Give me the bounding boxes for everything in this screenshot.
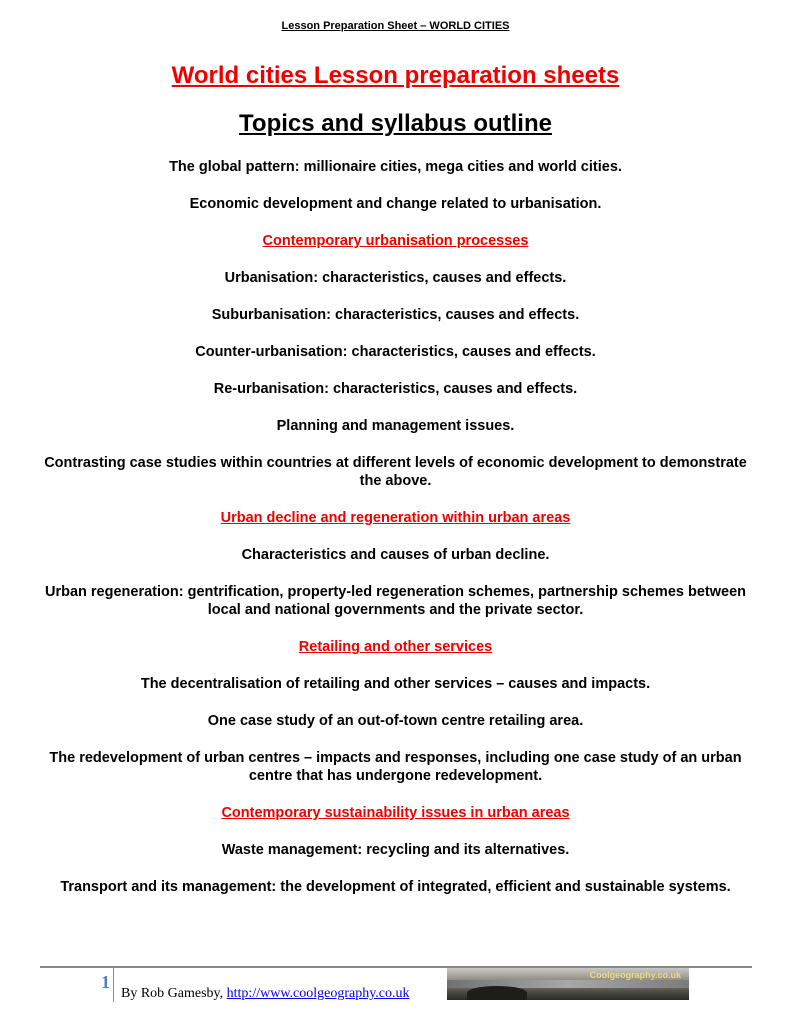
footer-author: By Rob Gamesby, — [121, 986, 227, 1001]
topic-global-pattern: The global pattern: millionaire cities, mega cities and world cities. — [169, 159, 622, 175]
coolgeography-banner-image — [447, 968, 689, 1000]
footer-divider — [113, 968, 114, 1002]
topic-contrasting-case-studies: Contrasting case studies within countries at different levels of economic development to demonstrate the above. — [44, 455, 747, 489]
topic-out-of-town-case-study: One case study of an out-of-town centre retailing area. — [207, 713, 584, 729]
heading-sustainability: Contemporary sustainability issues in urban areas — [221, 805, 570, 821]
website-link[interactable]: http://www.coolgeography.co.uk — [226, 986, 410, 1001]
topic-planning-management: Planning and management issues. — [276, 418, 515, 434]
footer-credit — [121, 986, 410, 1002]
section-title: Topics and syllabus outline — [239, 110, 552, 137]
document-title: World cities Lesson preparation sheets — [171, 62, 620, 89]
banner-rock — [467, 986, 527, 1000]
running-header: Lesson Preparation Sheet – WORLD CITIES — [281, 20, 510, 32]
heading-urbanisation-processes: Contemporary urbanisation processes — [262, 233, 529, 249]
topic-urban-regeneration: Urban regeneration: gentrification, property-led regeneration schemes, partnership schemes between local and national governments and the private sector. — [44, 584, 746, 618]
topic-transport-management: Transport and its management: the development of integrated, efficient and sustainable systems. — [60, 879, 731, 895]
banner-brand-text: Coolgeography.co.uk — [589, 970, 681, 980]
heading-urban-decline: Urban decline and regeneration within urban areas — [220, 510, 571, 526]
syllabus-body — [40, 158, 751, 915]
topic-urbanisation: Urbanisation: characteristics, causes and effects. — [224, 270, 567, 286]
topic-suburbanisation: Suburbanisation: characteristics, causes and effects. — [211, 307, 580, 323]
topic-economic-development: Economic development and change related to urbanisation. — [189, 196, 602, 212]
topic-urban-decline-causes: Characteristics and causes of urban decline. — [241, 547, 550, 563]
heading-retailing: Retailing and other services — [298, 639, 493, 655]
topic-redevelopment-urban-centres: The redevelopment of urban centres – impacts and responses, including one case study of an urban centre that has undergone redevelopment. — [49, 750, 742, 784]
topic-decentralisation-retailing: The decentralisation of retailing and other services – causes and impacts. — [140, 676, 651, 692]
page-number: 1 — [101, 972, 110, 992]
topic-counter-urbanisation: Counter-urbanisation: characteristics, causes and effects. — [195, 344, 596, 360]
topic-re-urbanisation: Re-urbanisation: characteristics, causes and effects. — [213, 381, 578, 397]
topic-waste-management: Waste management: recycling and its alternatives. — [221, 842, 570, 858]
